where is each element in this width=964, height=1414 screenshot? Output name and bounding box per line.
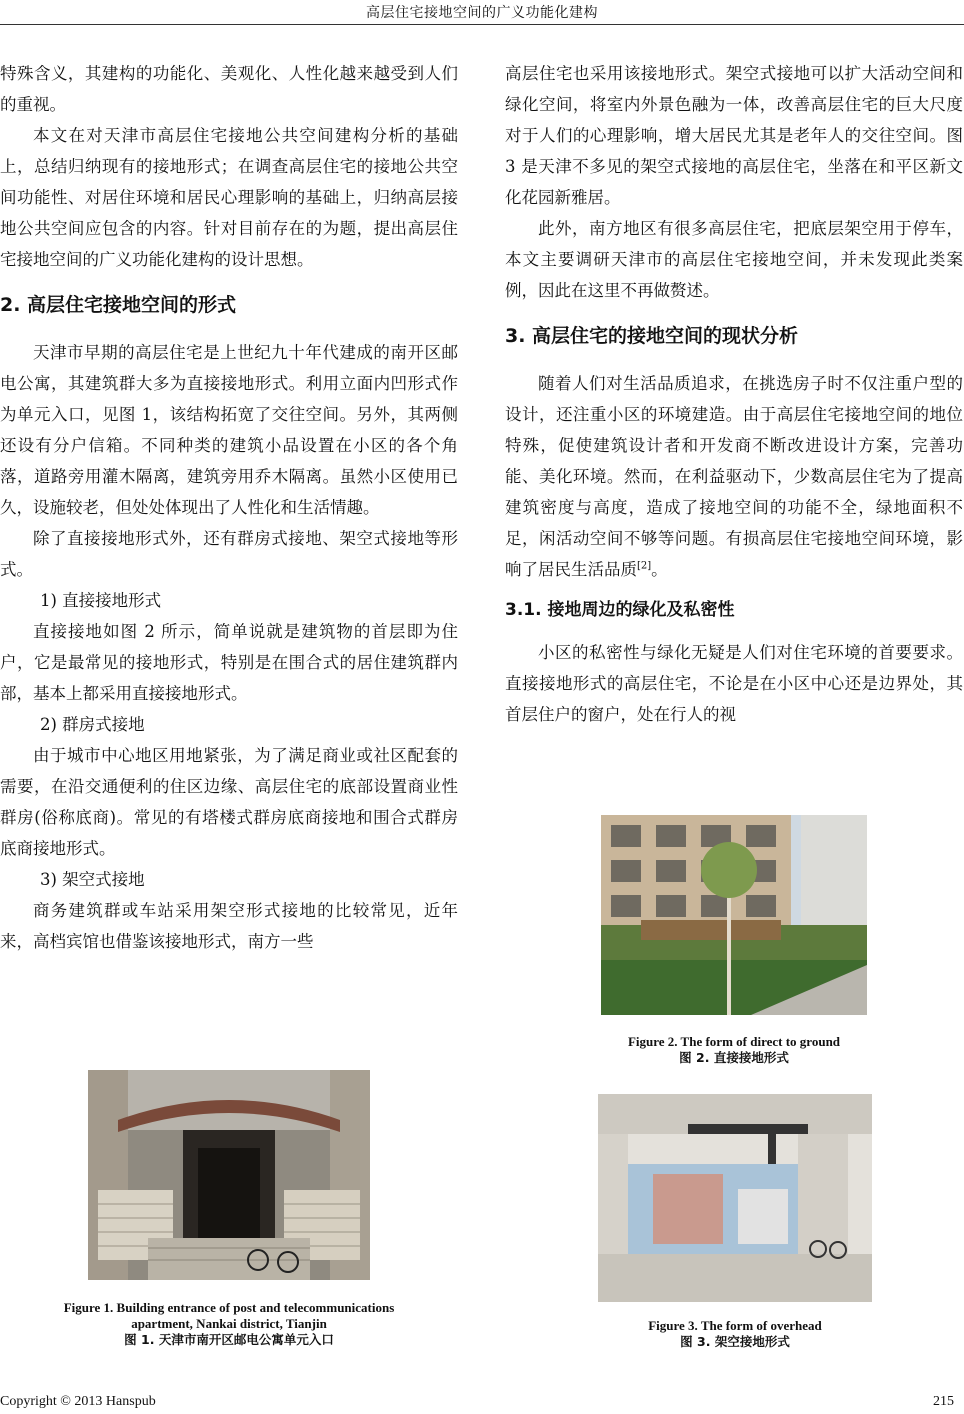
figure-1-caption — [20, 1300, 438, 1348]
running-title: 高层住宅接地空间的广义功能化建构 — [366, 5, 598, 21]
figure-1-caption-en-2: apartment, Nankai district, Tianjin — [131, 1316, 327, 1331]
paragraph: 除了直接接地形式外，还有群房式接地、架空式接地等形式。 — [0, 529, 458, 579]
figure-3-caption-zh: 图 3. 架空接地形式 — [680, 1334, 790, 1349]
paragraph: 此外，南方地区有很多高层住宅，把底层架空用于停车，本文主要调研天津市的高层住宅接地空间，并未发现此类案例，因此在这里不再做赘述。 — [505, 219, 963, 300]
section-3-heading: 3. 高层住宅的接地空间的现状分析 — [505, 325, 799, 347]
paragraph: 商务建筑群或车站采用架空形式接地的比较常见，近年来，高档宾馆也借鉴该接地形式，南方一些 — [0, 901, 458, 951]
figure-3-caption-en: Figure 3. The form of overhead — [648, 1318, 822, 1333]
subsection-3-1-heading: 3.1. 接地周边的绿化及私密性 — [505, 600, 735, 620]
figure-1-photo — [88, 1070, 370, 1280]
page-number: 215 — [933, 1394, 954, 1409]
copyright-footer: Copyright © 2013 Hanspub — [0, 1394, 156, 1409]
figure-1-caption-en: Figure 1. Building entrance of post and telecommunications — [63, 1300, 395, 1315]
figure-3-photo — [598, 1094, 872, 1302]
figure-3-caption — [590, 1318, 880, 1350]
paragraph: 随着人们对生活品质追求，在挑选房子时不仅注重户型的设计，还注重小区的环境建造。由于高层住宅接地空间的地位特殊，促使建筑设计者和开发商不断改进设计方案，完善功能、美化环境。然而，在利益驱动下，少数高层住宅为了提高建筑密度与高度，造成了接地空间的功能不全，绿地面积不足，闲活动空间不够等问题。有损高层住宅接地空间环境，影响了居民生活品质[2]。 — [505, 374, 963, 579]
figure-2-caption — [593, 1034, 875, 1066]
paragraph: 直接接地如图 2 所示，简单说就是建筑物的首层即为住户，它是最常见的接地形式，特别是在围合式的居住建筑群内部，基本上都采用直接接地形式。 — [0, 622, 458, 703]
paragraph: 高层住宅也采用该接地形式。架空式接地可以扩大活动空间和绿化空间，将室内外景色融为一体，改善高层住宅的巨大尺度对于人们的心理影响，增大居民尤其是老年人的交往空间。图 3 是天津不多见的架空式接地的高层住宅，坐落在和平区新文化花园新雅居。 — [505, 64, 963, 207]
right-column — [505, 58, 963, 730]
citation-ref[interactable]: [2] — [637, 560, 652, 572]
paragraph: 本文在对天津市高层住宅接地公共空间建构分析的基础上，总结归纳现有的接地形式；在调查高层住宅的接地公共空间功能性、对居住环境和居民心理影响的基础上，归纳高层接地公共空间应包含的内容。针对目前存在的为题，提出高层住宅接地空间的广义功能化建构的设计思想。 — [0, 126, 458, 269]
list-item-podium: 2) 群房式接地 — [40, 715, 145, 734]
figure-2-photo — [601, 815, 867, 1015]
paragraph: 小区的私密性与绿化无疑是人们对住宅环境的首要要求。直接接地形式的高层住宅，不论是在小区中心还是边界处，其首层住户的窗户，处在行人的视 — [505, 643, 963, 724]
section-2-heading: 2. 高层住宅接地空间的形式 — [0, 294, 237, 316]
list-item-direct: 1) 直接接地形式 — [40, 591, 162, 610]
figure-2-caption-en: Figure 2. The form of direct to ground — [627, 1034, 841, 1049]
left-column — [0, 58, 458, 957]
header-rule — [0, 24, 964, 25]
figure-2-caption-zh: 图 2. 直接接地形式 — [679, 1050, 789, 1065]
paragraph: 特殊含义，其建构的功能化、美观化、人性化越来越受到人们的重视。 — [0, 64, 458, 114]
paragraph: 天津市早期的高层住宅是上世纪九十年代建成的南开区邮电公寓，其建筑群大多为直接接地形式。利用立面内凹形式作为单元入口，见图 1，该结构拓宽了交往空间。另外，其两侧还设有分户信箱。不同种类的建筑小品设置在小区的各个角落，道路旁用灌木隔离，建筑旁用乔木隔离。虽然小区使用已久，设施较老，但处处体现出了人性化和生活情趣。 — [0, 343, 458, 517]
paragraph: 由于城市中心地区用地紧张，为了满足商业或社区配套的需要，在沿交通便利的住区边缘、高层住宅的底部设置商业性群房(俗称底商)。常见的有塔楼式群房底商接地和围合式群房底商接地形式。 — [0, 746, 458, 858]
list-item-overhead: 3) 架空式接地 — [40, 870, 145, 889]
figure-1-caption-zh: 图 1. 天津市南开区邮电公寓单元入口 — [124, 1332, 334, 1347]
